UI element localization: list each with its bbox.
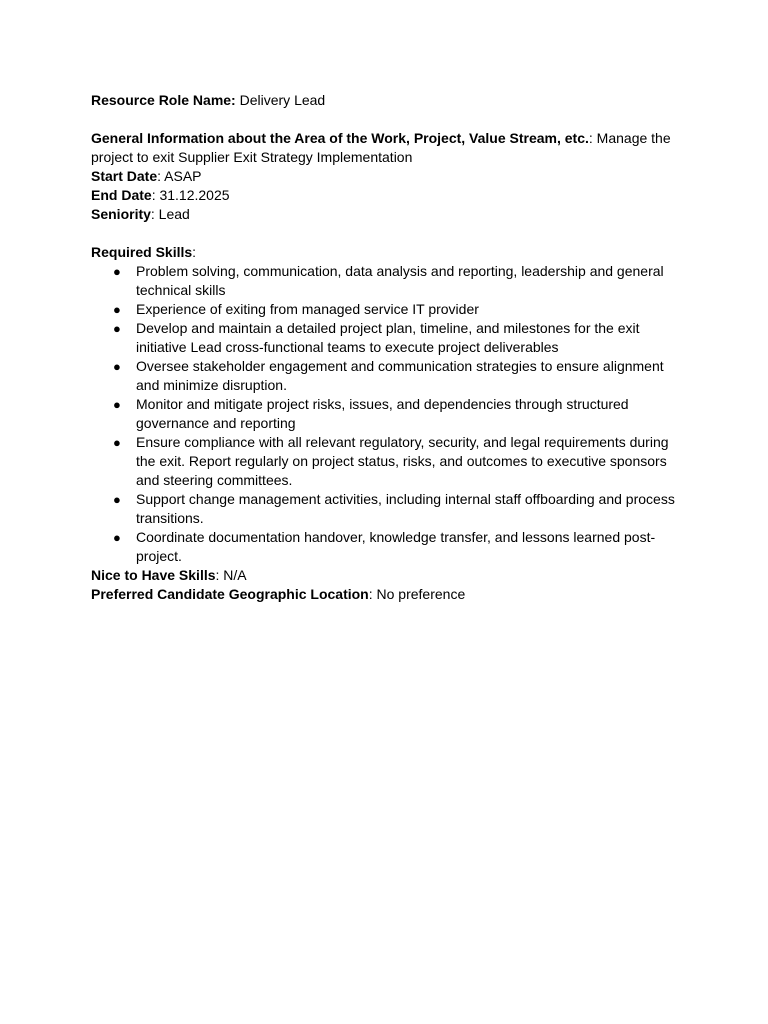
list-item-text: Ensure compliance with all relevant regulatory, security, and legal requirements during the exit. Report regularly on project status, risks, and outcomes to executive sponsors and steering committees.: [136, 434, 669, 488]
required-skills-label: Required Skills: [91, 244, 193, 260]
end-date-value: : 31.12.2025: [151, 187, 230, 203]
bullet-icon: ●: [113, 264, 121, 279]
list-item: [91, 395, 676, 433]
start-date-line: [91, 167, 676, 186]
nice-to-have-value: : N/A: [215, 567, 247, 583]
list-item-text: Develop and maintain a detailed project plan, timeline, and milestones for the exit initiative Lead cross-functional teams to execute project deliverables: [136, 320, 640, 355]
list-item-text: Problem solving, communication, data analysis and reporting, leadership and general technical skills: [136, 263, 664, 298]
list-item: [91, 433, 676, 490]
list-item: [91, 319, 676, 357]
location-line: [91, 585, 676, 604]
nice-to-have-line: [91, 566, 676, 585]
end-date-line: [91, 186, 676, 205]
list-item-text: Support change management activities, including internal staff offboarding and process transitions.: [136, 491, 675, 526]
list-item: [91, 357, 676, 395]
general-info-line: [91, 129, 676, 167]
role-name-line: [91, 91, 676, 110]
general-info-value: : Manage the project to exit Supplier Exit Strategy Implementation: [91, 130, 671, 165]
list-item-text: Experience of exiting from managed service IT provider: [136, 301, 479, 317]
required-skills-colon: :: [192, 244, 197, 260]
start-date-value: : ASAP: [157, 168, 202, 184]
end-date-label: End Date: [91, 187, 152, 203]
bullet-icon: ●: [113, 435, 121, 450]
bullet-icon: ●: [113, 359, 121, 374]
list-item: [91, 262, 676, 300]
bullet-icon: ●: [113, 397, 121, 412]
list-item: [91, 528, 676, 566]
bullet-icon: ●: [113, 321, 121, 336]
seniority-line: [91, 205, 676, 224]
list-item: [91, 490, 676, 528]
bullet-icon: ●: [113, 530, 121, 545]
spacer: [91, 110, 676, 129]
list-item-text: Oversee stakeholder engagement and communication strategies to ensure alignment and minimize disruption.: [136, 358, 664, 393]
location-label: Preferred Candidate Geographic Location: [91, 586, 369, 602]
general-info-label: General Information about the Area of the Work, Project, Value Stream, etc.: [91, 130, 589, 146]
location-value: : No preference: [368, 586, 466, 602]
bullet-icon: ●: [113, 492, 121, 507]
spacer: [91, 224, 676, 243]
required-skills-list: [91, 262, 676, 566]
role-name-value: Delivery Lead: [235, 92, 326, 108]
list-item: [91, 300, 676, 319]
start-date-label: Start Date: [91, 168, 158, 184]
list-item-text: Monitor and mitigate project risks, issues, and dependencies through structured governance and reporting: [136, 396, 629, 431]
seniority-value: : Lead: [150, 206, 190, 222]
seniority-label: Seniority: [91, 206, 151, 222]
required-skills-heading: [91, 243, 676, 262]
bullet-icon: ●: [113, 302, 121, 317]
document-page: [91, 91, 676, 604]
role-name-label: Resource Role Name:: [91, 92, 236, 108]
nice-to-have-label: Nice to Have Skills: [91, 567, 216, 583]
list-item-text: Coordinate documentation handover, knowledge transfer, and lessons learned post-project.: [136, 529, 656, 564]
